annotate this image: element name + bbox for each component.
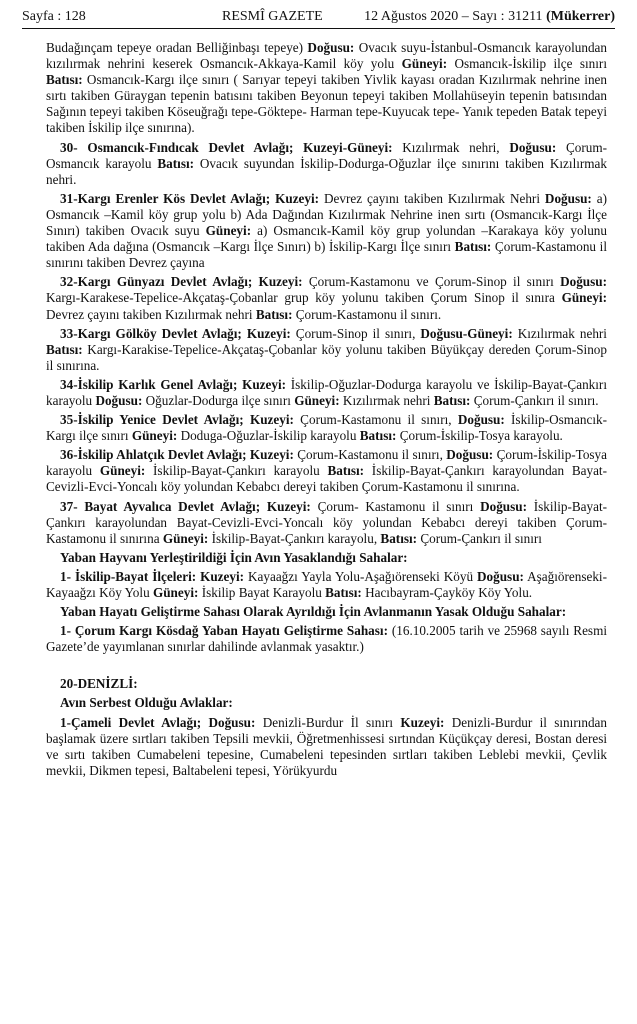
paragraph-35: 35-İskilip Yenice Devlet Avlağı; Kuzeyi: Çorum-Kastamonu il sınırı, Doğusu: İskilip-Osmancık-Kargı ilçe sınırı Güneyi: Doduga-Oğuzlar-İskilip karayolu Batısı: Çorum-İskilip-Tosya karayolu. <box>46 412 608 444</box>
paragraph-36: 36-İskilip Ahlatçık Devlet Avlağı; Kuzeyi: Çorum-Kastamonu il sınırı, Doğusu: Çorum-İskilip-Tosya karayolu Güneyi: İskilip-Bayat-Çankırı karayolu Batısı: İskilip-Bayat-Çankırı karayolundan Bayat-Cevizli-Evci-Yoncalı köy yolundan Kebabcı dereyi takiben Çorum-Kastamonu il sınırına. <box>46 447 607 495</box>
paragraph-cameli: 1-Çameli Devlet Avlağı; Doğusu: Denizli-Burdur İl sınırı Kuzeyi: Denizli-Burdur il sınırından başlamak üzere sırtları takiben Tepsili mevkii, Öğretmenhissesi sırtından Küçükçay deresi, Bostan deresi ve sırtı takiben Cumabeleni tepesine, Cumabeleni tepesinden sırtları takiben Leblebi mevkii, Çevlik mevkii, Dikmen tepesi, Baltabeleni tepesi, Yörükyurdu <box>46 714 608 778</box>
section-heading-denizli: 20-DENİZLİ: <box>60 676 138 692</box>
document-body <box>46 40 607 782</box>
page-number: Sayfa : 128 <box>22 9 86 24</box>
section-heading-wildlife-release: Yaban Hayvanı Yerleştirildiği İçin Avın Yasaklandığı Sahalar: <box>60 549 408 565</box>
paragraph-kosdag: 1- Çorum Kargı Kösdağ Yaban Hayatı Geliştirme Sahası: (16.10.2005 tarih ve 25968 sayılı Resmi Gazete’de yayımlanan sınırlar dahilinde avlanmak yasaktır.) <box>46 623 607 655</box>
paragraph-34: 34-İskilip Karlık Genel Avlağı; Kuzeyi: İskilip-Oğuzlar-Dodurga karayolu ve İskilip-Bayat-Çankırı karayolu Doğusu: Oğuzlar-Dodurga ilçe sınırı Güneyi: Kızılırmak nehri Batısı: Çorum-Çankırı il sınırı. <box>46 376 607 408</box>
paragraph-31: 31-Kargı Erenler Kös Devlet Avlağı; Kuzeyi: Devrez çayını takiben Kızılırmak Nehri Doğusu: a) Osmancık –Kamil köy grup yolu b) Ada Dağından Kızılırmak Nehrine inen sırtı (Osmancık-Kargı İlçe Sınırı) takiben Ovacık suyu Güneyi: a) Osmancık-Kamil köy grup yolundan –Karakaya köy yolunu takiben Ada dağına (Osmancık –Kargı İlçe Sınırı) b) İskilip-Kargı İlçe sınırı Batısı: Çorum-Kastamonu il sınırını takiben Devrez çayına <box>46 190 608 271</box>
section-heading-open-hunting: Avın Serbest Olduğu Avlaklar: <box>60 695 233 711</box>
page-header <box>22 6 615 29</box>
section-spacer <box>46 658 607 676</box>
issue-date: 12 Ağustos 2020 – Sayı : 31211 <box>364 9 547 24</box>
issue-tag: (Mükerrer) <box>546 9 615 24</box>
paragraph-37: 37- Bayat Ayvalıca Devlet Avlağı; Kuzeyi: Çorum- Kastamonu il sınırı Doğusu: İskilip-Bayat-Çankırı karayolundan Bayat-Cevizli-Evci-Yoncalı köy yolundan Kebabcı dereyi takiben Çorum-Kastamonu il sınırına Güneyi: İskilip-Bayat-Çankırı karayolu, Batısı: Çorum-Çankırı il sınırı <box>46 498 607 546</box>
gazette-title: RESMÎ GAZETE <box>222 9 323 24</box>
paragraph-iskilip-bayat: 1- İskilip-Bayat İlçeleri: Kuzeyi: Kayaağzı Yayla Yolu-Aşağıörenseki Köyü Doğusu: Aşağıörenseki-Kayaağzı Köy Yolu Güneyi: İskilip Bayat Karayolu Batısı: Hacıbayram-Çayköy Köy Yolu. <box>46 568 607 600</box>
paragraph-30: 30- Osmancık-Fındıcak Devlet Avlağı; Kuzeyi-Güneyi: Kızılırmak nehri, Doğusu: Çorum-Osmancık karayolu Batısı: Ovacık suyundan İskilip-Dodurga-Oğuzlar ilçe sınırını takiben Kızılırmak nehri. <box>46 139 608 187</box>
paragraph-continuation: Budağınçam tepeye oradan Belliğinbaşı tepeye) Doğusu: Ovacık suyu-İstanbul-Osmancık karayolundan kızılırmak nehrini keserek Osmancık-Akkaya-Kamil köy yolu Güneyi: Osmancık-İskilip ilçe sınırı Batısı: Osmancık-Kargı ilçe sınırı ( Sarıyar tepeyi takiben Yivlik kayası oradan Kızılırmak nehrine inen sırtı takiben Güraygan tepenin batısını takiben Beyonun tepeyi takiben Mollahüseyin tepenin batısından Sağının tepeyi takiben Köseuğrağı tepe-Göktepe- Harman tepe-Kuyucak tepe- Yanık tepeden Batak tepeyi takiben İskilip ilçe sınırına). <box>46 40 608 136</box>
issue-info <box>364 6 615 28</box>
paragraph-33: 33-Kargı Gölköy Devlet Avlağı; Kuzeyi: Çorum-Sinop il sınırı, Doğusu-Güneyi: Kızılırmak nehri Batısı: Kargı-Karakise-Tepelice-Akçataş-Çobanlar köy yolunu takiben Büyükçay dereden Çorum-Sinop il sınırına. <box>46 325 607 373</box>
section-heading-wildlife-development: Yaban Hayatı Geliştirme Sahası Olarak Ayrıldığı İçin Avlanmanın Yasak Olduğu Sahalar: <box>60 604 567 620</box>
paragraph-32: 32-Kargı Günyazı Devlet Avlağı; Kuzeyi: Çorum-Kastamonu ve Çorum-Sinop il sınırı Doğusu: Kargı-Karakese-Tepelice-Akçataş-Çobanlar grup köy yolunu takiben Çorum Sinop il sınıra Güneyi: Devrez çayını takiben Kızılırmak nehri Batısı: Çorum-Kastamonu il sınırı. <box>46 274 607 322</box>
